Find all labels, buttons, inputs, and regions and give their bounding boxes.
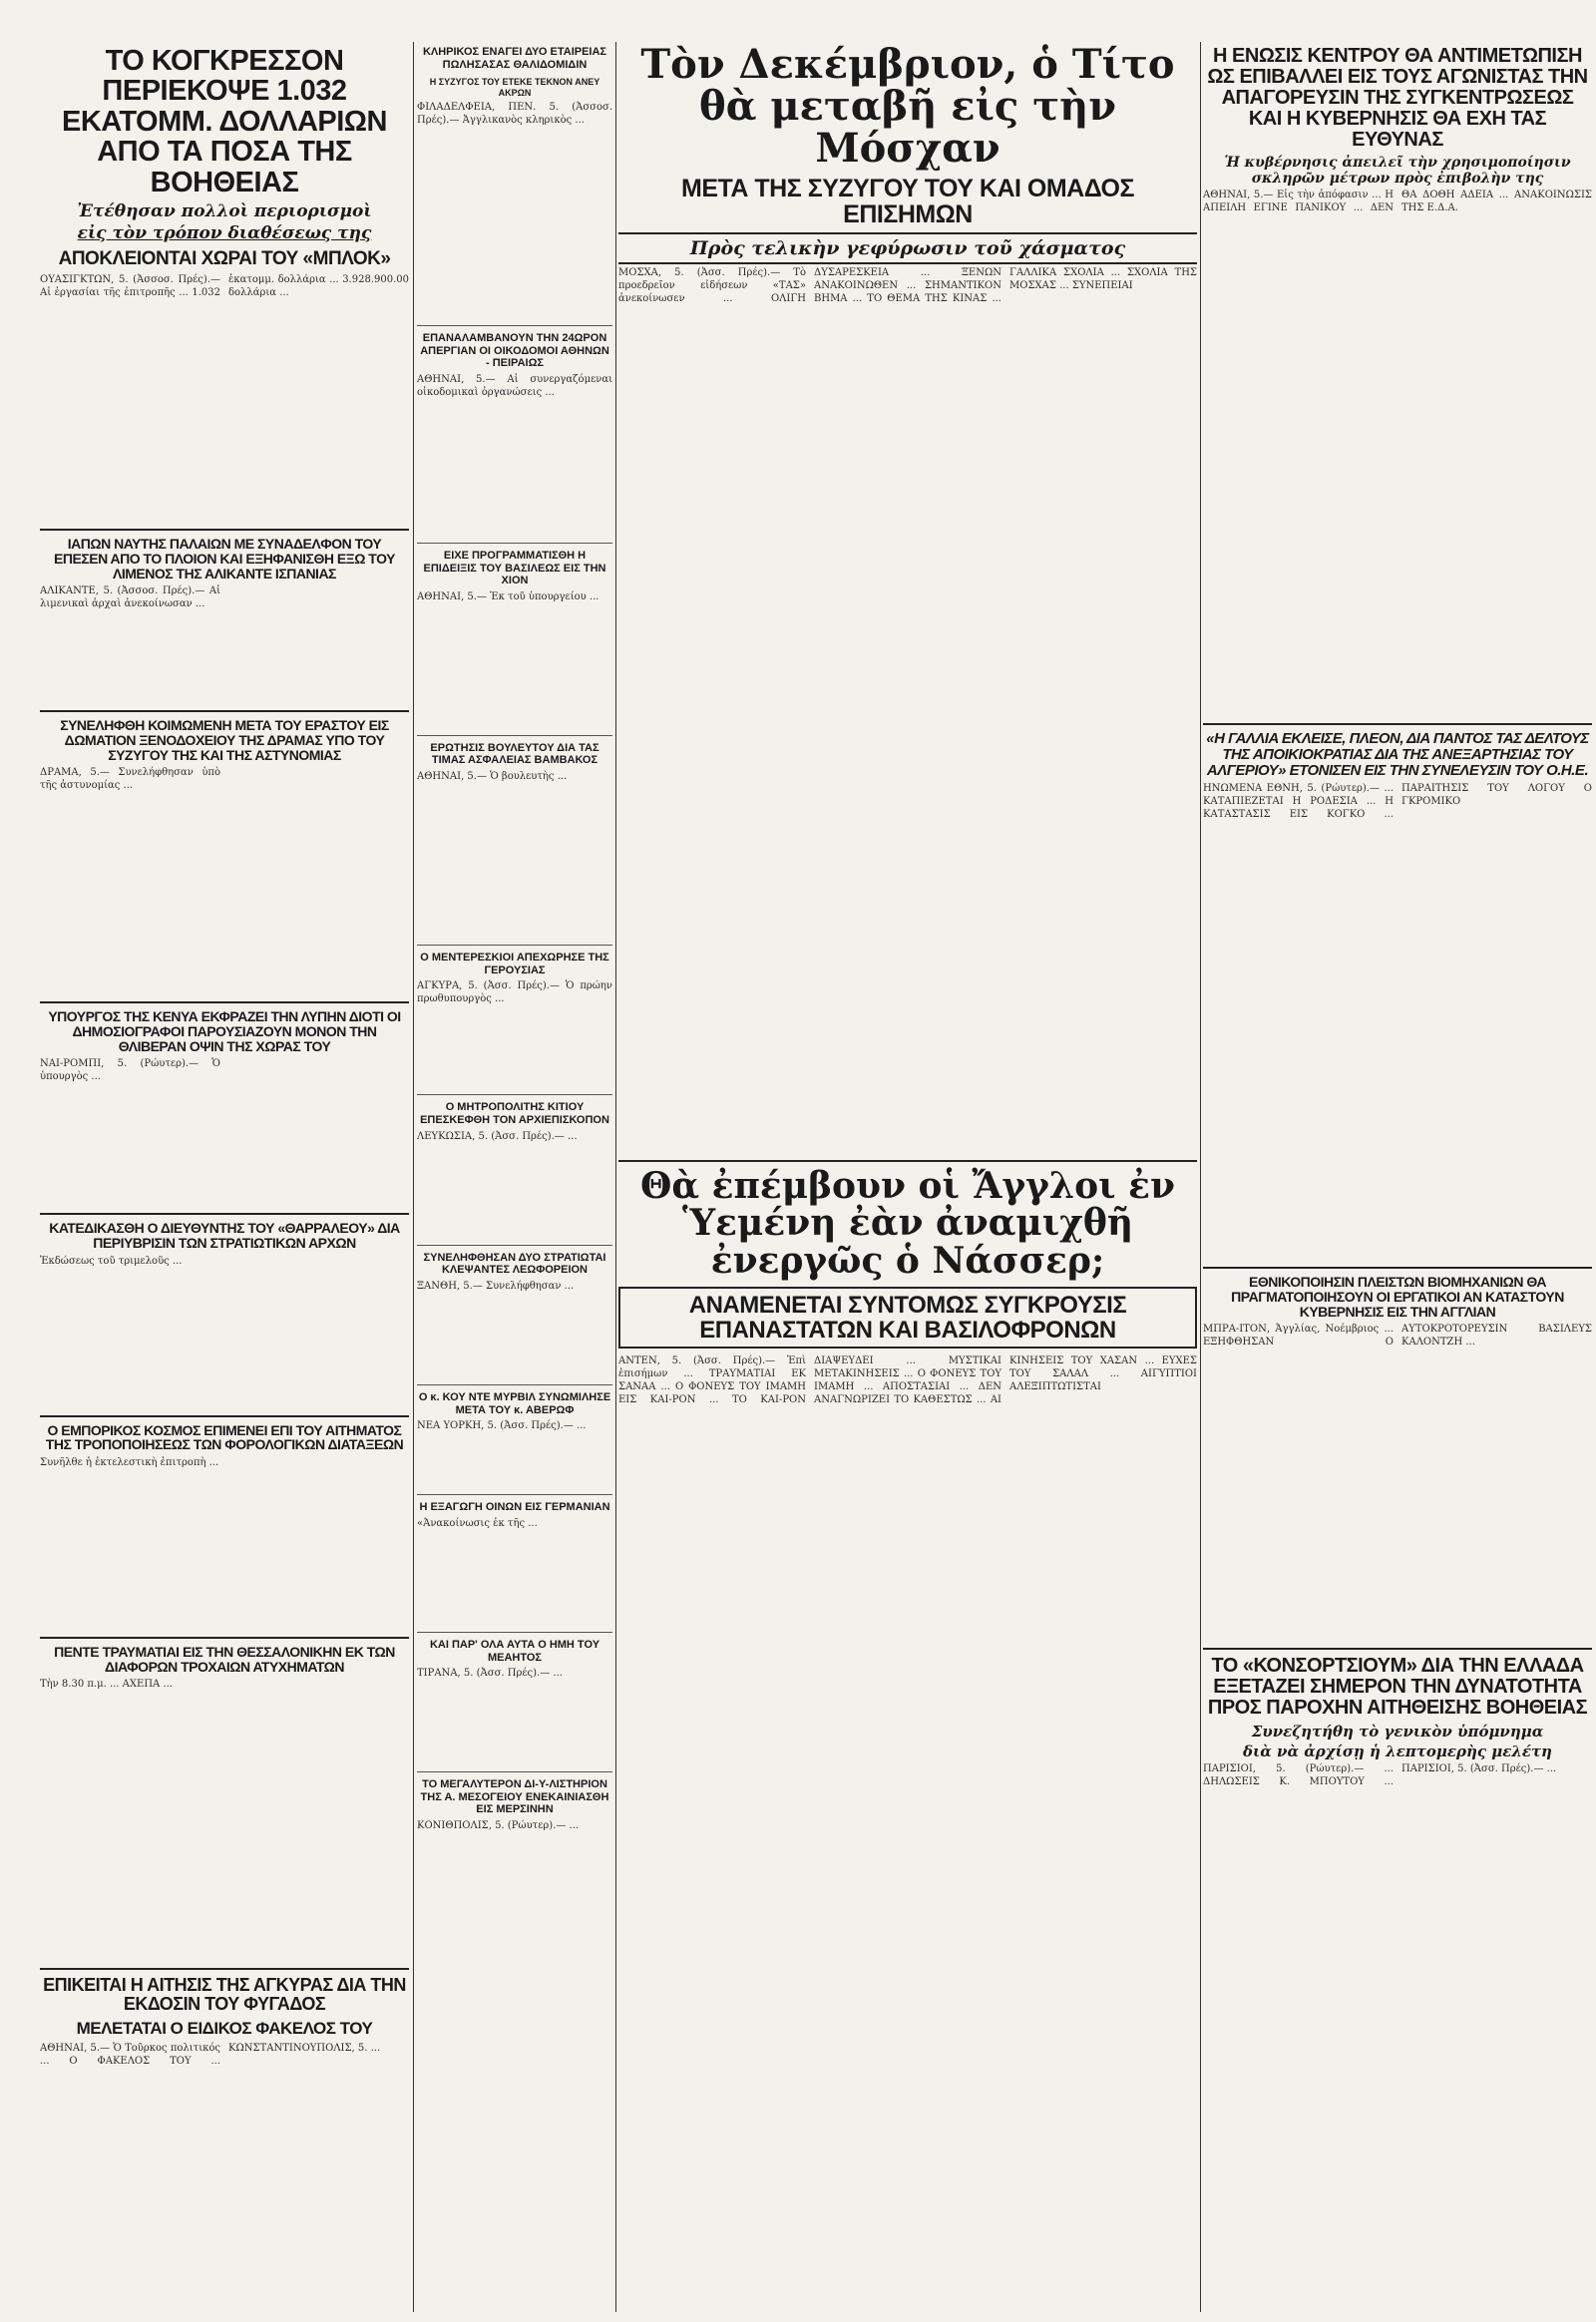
article-body: ΞΑΝΘΗ, 5.— Συνελήφθησαν ... — [417, 1280, 575, 1292]
headline-cotton-question: ΕΡΩΤΗΣΙΣ ΒΟΥΛΕΥΤΟΥ ΔΙΑ ΤΑΣ ΤΙΜΑΣ ΑΣΦΑΛΕΙΑΣ ΒΑΜΒΑΚΟΣ — [430, 741, 599, 767]
article-body: ΦΙΛΑΔΕΛΦΕΙΑ, ΠΕΝ. 5. (Ἀσσοσ. Πρές).— Ἀγγλικανὸς κληρικὸς ... — [417, 101, 612, 126]
headline-centre-union: Η ΕΝΩΣΙΣ ΚΕΝΤΡΟΥ ΘΑ ΑΝΤΙΜΕΤΩΠΙΣΗ ΩΣ ΕΠΙΒΑΛΛΕΙ ΕΙΣ ΤΟΥΣ ΑΓΩΝΙΣΤΑΣ ΤΗΝ ΑΠΑΓΟΡΕΥΣΙΝ ΤΗΣ ΣΥΓΚΕΝΤΡΩΣΕΩΣ ΚΑΙ Η ΚΥΒΕΡΝΗΣΙΣ ΘΑ ΕΧΗ ΤΑΣ ΕΥΘΥΝΑΣ — [1207, 45, 1588, 151]
headline-king-chios: ΕΙΧΕ ΠΡΟΓΡΑΜΜΑΤΙΣΘΗ Η ΕΠΙΔΕΙΞΙΣ ΤΟΥ ΒΑΣΙΛΕΩΣ ΕΙΣ ΤΗΝ ΧΙΟΝ — [423, 549, 606, 587]
headline-tharraleos-editor: ΚΑΤΕΔΙΚΑΣΘΗ Ο ΔΙΕΥΘΥΝΤΗΣ ΤΟΥ «ΘΑΡΡΑΛΕΟΥ» ΔΙΑ ΠΕΡΙΥΒΡΙΣΙΝ ΤΩΝ ΣΤΡΑΤΙΩΤΙΚΩΝ ΑΡΧΩΝ — [49, 1220, 400, 1251]
headline-couve-averof: Ο κ. ΚΟΥ ΝΤΕ ΜΥΡΒΙΛ ΣΥΝΩΜΙΛΗΣΕ ΜΕΤΑ ΤΟΥ κ. ΑΒΕΡΩΦ — [418, 1390, 611, 1416]
subheadline-bridging: Πρὸς τελικὴν γεφύρωσιν τοῦ χάσματος — [618, 232, 1197, 264]
article-body: Συνῆλθε ἡ ἐκτελεστικὴ ἐπιτροπὴ ... — [40, 1457, 219, 1469]
headline-mersin-refinery: ΤΟ ΜΕΓΑΛΥΤΕΡΟΝ ΔΙ-Υ-ΛΙΣΤΗΡΙΟΝ ΤΗΣ Α. ΜΕΣΟΓΕΙΟΥ ΕΝΕΚΑΙΝΙΑΣΘΗ ΕΙΣ ΜΕΡΣΙΝΗΝ — [420, 1778, 609, 1816]
article-body: ΠΑΡΙΣΙΟΙ, 5. (Ρώυτερ).— ... ΔΗΛΩΣΕΙΣ Κ. ΜΠΟΥΤΟΥ ... ΠΑΡΙΣΙΟΙ, 5. (Ἀσσ. Πρές).— ... — [1203, 1763, 1557, 1788]
article-body: ΝΕΑ ΥΟΡΚΗ, 5. (Ἀσσ. Πρές).— ... — [417, 1420, 587, 1432]
article-body: ΛΕΥΚΩΣΙΑ, 5. (Ἀσσ. Πρές).— ... — [417, 1130, 578, 1142]
headline-cleric-thalidomide: ΚΛΗΡΙΚΟΣ ΕΝΑΓΕΙ ΔΥΟ ΕΤΑΙΡΕΙΑΣ ΠΩΛΗΣΑΣΑΣ ΘΑΛΙΔΟΜΙΔΙΝ — [422, 46, 607, 71]
headline-thessaloniki-accidents: ΠΕΝΤΕ ΤΡΑΥΜΑΤΙΑΙ ΕΙΣ ΤΗΝ ΘΕΣΣΑΛΟΝΙΚΗΝ ΕΚ ΤΩΝ ΔΙΑΦΟΡΩΝ ΤΡΟΧΑΙΩΝ ΑΤΥΧΗΜΑΤΩΝ — [54, 1644, 395, 1675]
headline-consortium: ΤΟ «ΚΟΝΣΟΡΤΣΙΟΥΜ» ΔΙΑ ΤΗΝ ΕΛΛΑΔΑ ΕΞΕΤΑΖΕΙ ΣΗΜΕΡΟΝ ΤΗΝ ΔΥΝΑΤΟΤΗΤΑ ΠΡΟΣ ΠΑΡΟΧΗΝ ΑΙΤΗΘΕΙΣΗΣ ΒΟΗΘΕΙΑΣ — [1207, 1655, 1588, 1720]
article-body: ΑΛΙΚΑΝΤΕ, 5. (Ἀσσοσ. Πρές).— Αἱ λιμενικαὶ ἀρχαὶ ἀνεκοίνωσαν ... — [40, 585, 220, 610]
subheadline-box — [618, 1287, 1197, 1349]
headline-kition-metropolitan: Ο ΜΗΤΡΟΠΟΛΙΤΗΣ ΚΙΤΙΟΥ ΕΠΕΣΚΕΦΘΗ ΤΟΝ ΑΡΧΙΕΠΙΣΚΟΠΟΝ — [420, 1101, 609, 1127]
subheadline: εἰς τὸν τρόπον διαθέσεως της — [77, 223, 372, 244]
subheadline-tito-wife: ΜΕΤΑ ΤΗΣ ΣΥΖΥΓΟΥ ΤΟΥ ΚΑΙ ΟΜΑΔΟΣ ΕΠΙΣΗΜΩΝ — [681, 175, 1134, 229]
column-1 — [40, 40, 409, 2322]
article-body: ΑΘΗΝΑΙ, 5.— Ἐκ τοῦ ὑπουργείου ... — [417, 590, 599, 602]
headline-menderes-senate: Ο ΜΕΝΤΕΡΕΣΚΙΟΙ ΑΠΕΧΩΡΗΣΕ ΤΗΣ ΓΕΡΟΥΣΙΑΣ — [420, 952, 609, 976]
headline-drama-arrest: ΣΥΝΕΛΗΦΘΗ ΚΟΙΜΩΜΕΝΗ ΜΕΤΑ ΤΟΥ ΕΡΑΣΤΟΥ ΕΙΣ ΔΩΜΑΤΙΟΝ ΞΕΝΟΔΟΧΕΙΟΥ ΤΗΣ ΔΡΑΜΑΣ ΥΠΟ ΤΟΥ ΣΥΖΥΓΟΥ ΤΗΣ ΚΑΙ ΤΗΣ ΑΣΤΥΝΟΜΙΑΣ — [60, 717, 389, 763]
article-body: ΑΘΗΝΑΙ, 5.— Ὁ Τοῦρκος πολιτικός ... Ο ΦΑΚΕΛΟΣ ΤΟΥ ... ΚΩΝΣΤΑΝΤΙΝΟΥΠΟΛΙΣ, 5. ... — [40, 2043, 381, 2068]
article-body: ΑΘΗΝΑΙ, 5.— Ὁ βουλευτὴς ... — [417, 771, 568, 783]
headline-france-algeria: «Η ΓΑΛΛΙΑ ΕΚΛΕΙΣΕ, ΠΛΕΟΝ, ΔΙΑ ΠΑΝΤΟΣ ΤΑΣ ΔΕΛΤΟΥΣ ΤΗΣ ΑΠΟΙΚΙΟΚΡΑΤΙΑΣ ΔΙΑ ΤΗΣ ΑΝΕΞΑΡΤΗΣΙΑΣ ΤΟΥ ΑΛΓΕΡΙΟΥ» ΕΤΟΝΙΣΕΝ ΕΙΣ ΤΗΝ ΣΥΝΕΛΕΥΣΙΝ ΤΟΥ Ο.Η.Ε. — [1206, 730, 1589, 779]
subheadline: Συνεζητήθη τὸ γενικὸν ὑπόμνημα — [1251, 1723, 1544, 1742]
column-rule — [1200, 42, 1201, 2312]
article-body: ΗΝΩΜΕΝΑ ΕΘΝΗ, 5. (Ρώυτερ).— ... ΚΑΤΑΠΙΕΖΕΤΑΙ Η ΡΟΔΕΣΙΑ ... Η ΚΑΤΑΣΤΑΣΙΣ ΕΙΣ ΚΟΓΚΟ ... ΠΑΡΑΙΤΗΣΙΣ ΤΟΥ ΛΟΓΟΥ Ο ΓΚΡΟΜΙΚΟ — [1203, 783, 1592, 821]
subheadline-special-file: ΜΕΛΕΤΑΤΑΙ Ο ΕΙΔΙΚΟΣ ΦΑΚΕΛΟΣ ΤΟΥ — [76, 2019, 373, 2039]
headline-builders-strike: ΕΠΑΝΑΛΑΜΒΑΝΟΥΝ ΤΗΝ 24ΩΡΟΝ ΑΠΕΡΓΙΑΝ ΟΙ ΟΙΚΟΔΟΜΟΙ ΑΘΗΝΩΝ - ΠΕΙΡΑΙΩΣ — [420, 331, 609, 370]
article-body: Ἐκδώσεως τοῦ τριμελοῦς ... — [40, 1255, 183, 1267]
article-body: ΟΥΑΣΙΓΚΤΩΝ, 5. (Ἀσσοσ. Πρές).— Αἱ ἐργασίαι τῆς ἐπιτροπῆς ... 1.032 ἑκατομμ. δολλάρια ... 3.928.900.00 δολλάρια ... — [40, 274, 409, 299]
headline-congress-aid: ΤΟ ΚΟΓΚΡΕΣΣΟΝ ΠΕΡΙΕΚΟΨΕ 1.032 ΕΚΑΤΟΜΜ. ΔΟΛΛΑΡΙΩΝ ΑΠΟ ΤΑ ΠΟΣΑ ΤΗΣ ΒΟΗΘΕΙΑΣ — [62, 45, 387, 198]
column-2 — [417, 40, 612, 2322]
column-rule — [615, 42, 616, 2312]
subheadline: διὰ νὰ ἀρχίσῃ ἡ λεπτομερὴς μελέτη — [1243, 1742, 1552, 1761]
article-body: ΑΘΗΝΑΙ, 5.— Αἱ συνεργαζόμεναι οἰκοδομικαὶ ὀργανώσεις ... — [417, 373, 612, 398]
headline-tito-moscow: Τὸν Δεκέμβριον, ὁ Τίτο θὰ μεταβῆ εἰς τὴν Μόσχαν — [640, 41, 1175, 172]
headline-wine-germany: Η ΕΞΑΓΩΓΗ ΟΙΝΩΝ ΕΙΣ ΓΕΡΜΑΝΙΑΝ — [419, 1501, 610, 1514]
subheadline: Ἐτέθησαν πολλοὶ περιορισμοὶ — [77, 201, 372, 222]
article-body: ΚΟΝΙΘΠΟΛΙΣ, 5. (Ρώυτερ).— ... — [417, 1820, 580, 1832]
headline-merchants-tax: Ο ΕΜΠΟΡΙΚΟΣ ΚΟΣΜΟΣ ΕΠΙΜΕΝΕΙ ΕΠΙ ΤΟΥ ΑΙΤΗΜΑΤΟΣ ΤΗΣ ΤΡΟΠΟΠΟΙΗΣΕΩΣ ΤΩΝ ΦΟΡΟΛΟΓΙΚΩΝ ΔΙΑΤΑΞΕΩΝ — [45, 1421, 404, 1453]
article-body: ΑΘΗΝΑΙ, 5.— Εἰς τὴν ἀπόφασιν ... Η ΑΠΕΙΛΗ ΕΓΙΝΕ ΠΑΝΙΚΟΥ ... ΔΕΝ ΘΑ ΔΟΘΗ ΑΔΕΙΑ ... ΑΝΑΚΟΙΝΩΣΙΣ ΤΗΣ Ε.Δ.Α. — [1203, 190, 1592, 213]
subheadline-bloc: ΑΠΟΚΛΕΙΟΝΤΑΙ ΧΩΡΑΙ ΤΟΥ «ΜΠΛΟΚ» — [58, 248, 391, 270]
headline-soldiers-bus: ΣΥΝΕΛΗΦΘΗΣΑΝ ΔΥΟ ΣΤΡΑΤΙΩΤΑΙ ΚΛΕΨΑΝΤΕΣ ΛΕΩΦΟΡΕΙΟΝ — [423, 1251, 606, 1277]
article-body: «Ἀνακοίνωσις ἐκ τῆς ... — [417, 1517, 538, 1529]
article-body: ΝΑΙ-ΡΟΜΠΙ, 5. (Ρώυτερ).— Ὁ ὑπουργὸς ... — [40, 1058, 220, 1083]
column-3 — [618, 40, 1197, 2322]
article-body: ΑΝΤΕΝ, 5. (Ἀσσ. Πρές).— Ἐπὶ ἐπισήμων ... ΤΡΑΥΜΑΤΙΑΙ ΕΚ ΣΑΝΑΑ ... Ο ΦΟΝΕΥΣ ΤΟΥ ΙΜΑΜΗ ΕΙΣ ΚΑΙ-ΡΟΝ ... ΤΟ ΚΑΙ-ΡΟΝ ΔΙΑΨΕΥΔΕΙ ... ΜΥΣΤΙΚΑΙ ΜΕΤΑΚΙΝΗΣΕΙΣ ... Ο ΦΟΝΕΥΣ ΤΟΥ ΙΜΑΜΗ ... ΑΠΟΣΤΑΣΙΑΙ ... ΔΕΝ ΑΝΑΓΝΩΡΙΖΕΙ ΤΟ ΚΑΘΕΣΤΩΣ ... ΑΙ ΚΙΝΗΣΕΙΣ ΤΟΥ ΧΑΣΑΝ ... ΕΥΧΕΣ ΤΟΥ ΣΑΛΑΛ ... ΑΙΓΥΠΤΙΟΙ ΑΛΕΞΙΠΤΩΤΙΣΤΑΙ — [618, 1355, 1197, 1406]
headline-british-yemen: Θὰ ἐπέμβουν οἱ Ἄγγλοι ἐν Ὑεμένη ἐὰν ἀναμιχθῆ ἐνεργῶς ὁ Νάσσερ; — [640, 1164, 1175, 1283]
headline-ankara-extradition: ΕΠΙΚΕΙΤΑΙ Η ΑΙΤΗΣΙΣ ΤΗΣ ΑΓΚΥΡΑΣ ΔΙΑ ΤΗΝ ΕΚΔΟΣΙΝ ΤΟΥ ΦΥΓΑΔΟΣ — [43, 1975, 406, 2015]
subheadline-clash: ΑΝΑΜΕΝΕΤΑΙ ΣΥΝΤΟΜΩΣ ΣΥΓΚΡΟΥΣΙΣ ΕΠΑΝΑΣΤΑΤΩΝ ΚΑΙ ΒΑΣΙΛΟΦΡΟΝΩΝ — [688, 1291, 1127, 1345]
article-body: ΑΓΚΥΡΑ, 5. (Ἀσσ. Πρές).— Ὁ πρώην πρωθυπουργὸς ... — [417, 980, 612, 1005]
headline-nationalisation: ΕΘΝΙΚΟΠΟΙΗΣΙΝ ΠΛΕΙΣΤΩΝ ΒΙΟΜΗΧΑΝΙΩΝ ΘΑ ΠΡΑΓΜΑΤΟΠΟΙΗΣΟΥΝ ΟΙ ΕΡΓΑΤΙΚΟΙ ΑΝ ΚΑΤΑΣΤΟΥΝ ΚΥΒΕΡΝΗΣΙΣ ΕΙΣ ΤΗΝ ΑΓΓΛΙΑΝ — [1231, 1274, 1564, 1320]
subheadline: Η ΣΥΖΥΓΟΣ ΤΟΥ ΕΤΕΚΕ ΤΕΚΝΟΝ ΑΝΕΥ ΑΚΡΩΝ — [429, 77, 600, 98]
article-body: Τὴν 8.30 π.μ. ... ΑΧΕΠΑ ... — [40, 1679, 173, 1691]
column-4 — [1203, 40, 1592, 2322]
headline-despite-all: ΚΑΙ ΠΑΡ' ΟΛΑ ΑΥΤΑ Ο ΗΜΗ ΤΟΥ ΜΕΑΗΤΟΣ — [429, 1638, 600, 1664]
headline-japanese-sailor: ΙΑΠΩΝ ΝΑΥΤΗΣ ΠΑΛΑΙΩΝ ΜΕ ΣΥΝΑΔΕΛΦΟΝ ΤΟΥ ΕΠΕΣΕΝ ΑΠΟ ΤΟ ΠΛΟΙΟΝ ΚΑΙ ΕΞΗΦΑΝΙΣΘΗ ΕΞΩ ΤΟΥ ΛΙΜΕΝΟΣ ΤΗΣ ΑΛΙΚΑΝΤΕ ΙΣΠΑΝΙΑΣ — [54, 536, 395, 581]
subheadline: Ἡ κυβέρνησις ἀπειλεῖ τὴν χρησιμοποίησιν σκληρῶν μέτρων πρὸς ἐπιβολὴν της — [1224, 155, 1571, 187]
article-body: ΜΠΡΑ-ΙΤΟΝ, Ἀγγλίας, Νοέμβριος ... ΕΞΗΦΘΗΣΑΝ Ο ΑΥΤΟΚΡΟΤΟΡΕΥΣΙΝ ΒΑΣΙΛΕΥΣ ΚΑΛΟΝΤΖΗ ... — [1203, 1324, 1592, 1349]
article-body: ΔΡΑΜΑ, 5.— Συνελήφθησαν ὑπὸ τῆς ἀστυνομίας ... — [40, 767, 220, 792]
column-rule — [413, 42, 414, 2312]
article-body: ΜΟΣΧΑ, 5. (Ἀσσ. Πρές).— Τὸ προεδρεῖον εἰδήσεων «ΤΑΣ» ἀνεκοίνωσεν ... ΟΛΙΓΗ ΔΥΣΑΡΕΣΚΕΙΑ ... ΞΕΝΩΝ ΑΝΑΚΟΙΝΩΘΕΝ ... ΣΗΜΑΝΤΙΚΟΝ ΒΗΜΑ ... ΤΟ ΘΕΜΑ ΤΗΣ ΚΙΝΑΣ ... ΓΑΛΛΙΚΑ ΣΧΟΛΙΑ ... ΣΧΟΛΙΑ ΤΗΣ ΜΟΣΧΑΣ ... ΣΥΝΕΠΕΙΑΙ — [618, 266, 1197, 304]
headline-kenya-minister: ΥΠΟΥΡΓΟΣ ΤΗΣ ΚΕΝΥΑ ΕΚΦΡΑΖΕΙ ΤΗΝ ΛΥΠΗΝ ΔΙΟΤΙ ΟΙ ΔΗΜΟΣΙΟΓΡΑΦΟΙ ΠΑΡΟΥΣΙΑΖΟΥΝ ΜΟΝΟΝ ΤΗΝ ΘΛΙΒΕΡΑΝ ΟΨΙΝ ΤΗΣ ΧΩΡΑΣ ΤΟΥ — [48, 1008, 401, 1054]
article-body: ΤΙΡΑΝΑ, 5. (Ἀσσ. Πρές).— ... — [417, 1668, 563, 1680]
